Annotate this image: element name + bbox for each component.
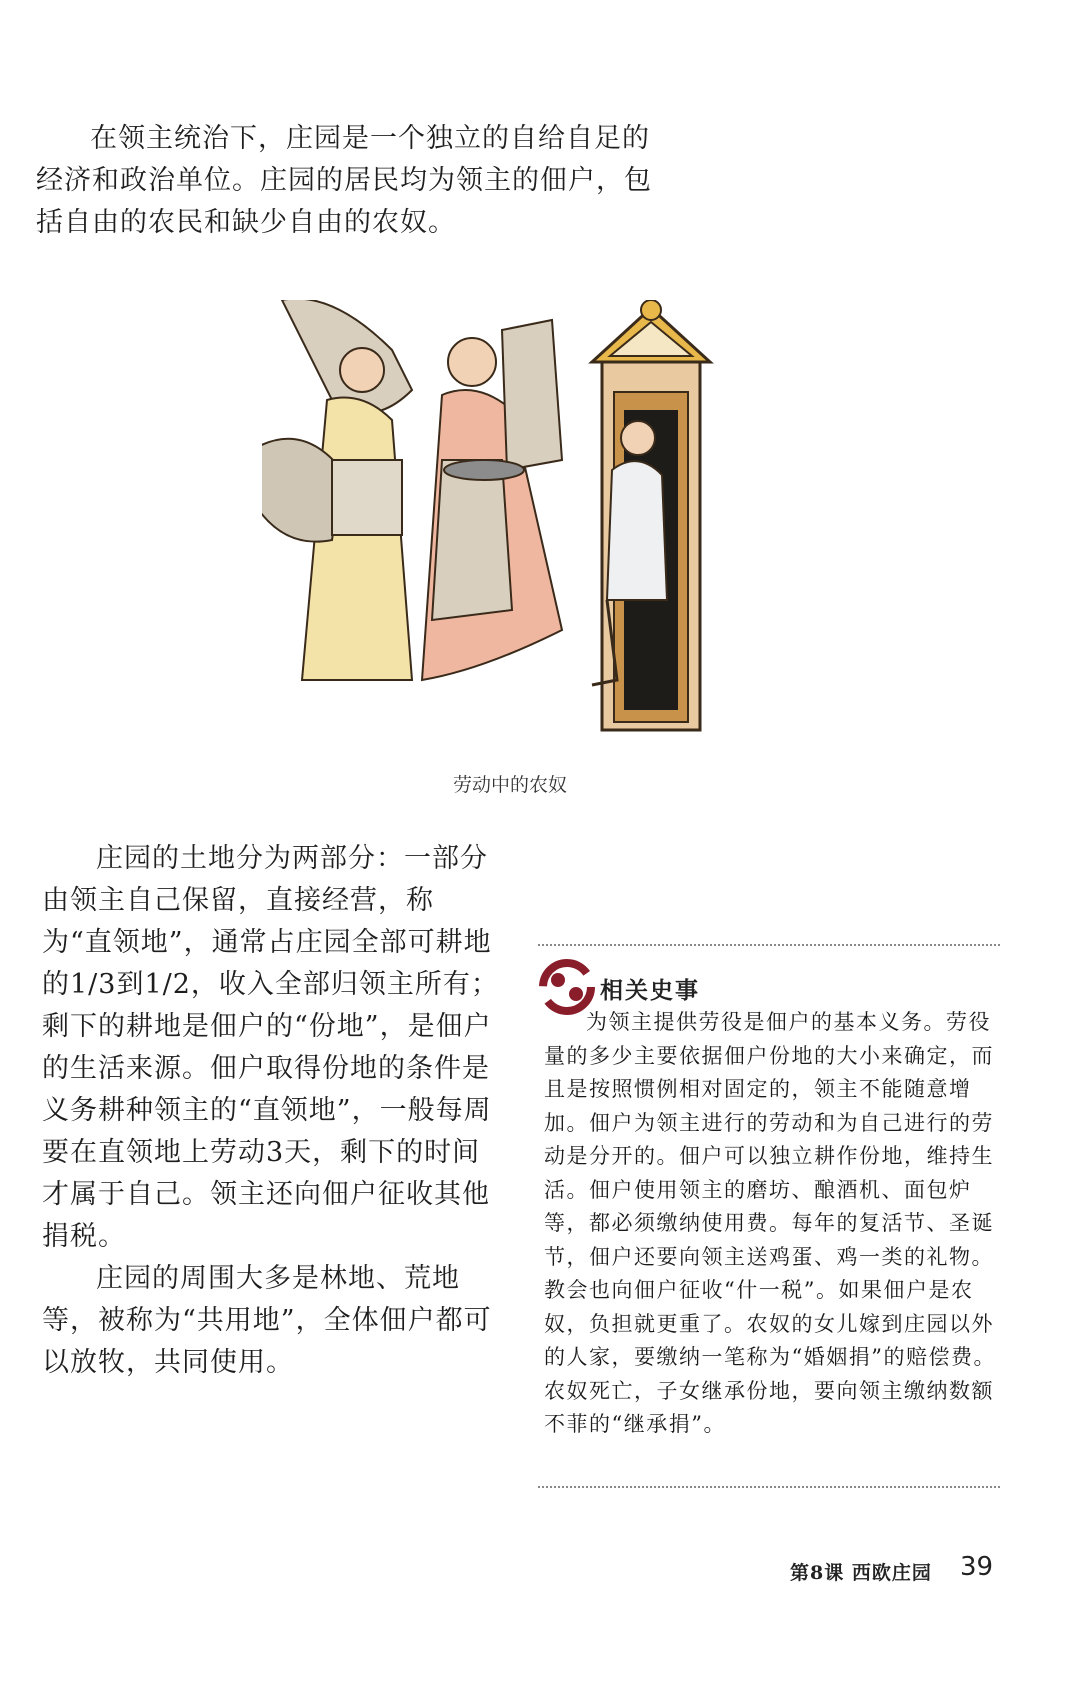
footer-lesson-title: 第8课 西欧庄园 <box>790 1562 932 1584</box>
body-text <box>42 838 502 1384</box>
sidebar-title: 相关史事 <box>600 978 700 1004</box>
intro-paragraph <box>36 118 676 244</box>
body-paragraph-2: 庄园的周围大多是林地、荒地等，被称为“共用地”，全体佃户都可以放牧，共同使用。 <box>42 1263 492 1378</box>
sidebar-text: 为领主提供劳役是佃户的基本义务。劳役量的多少主要依据佃户份地的大小来确定，而且是按照惯例相对固定的，领主不能随意增加。佃户为领主进行的劳动和为自己进行的劳动是分开的。佃户可以独立耕作份地，维持生活。佃户使用领主的磨坊、酿酒机、面包炉等，都必须缴纳使用费。每年的复活节、圣诞节，佃户还要向领主送鸡蛋、鸡一类的礼物。教会也向佃户征收“什一税”。如果佃户是农奴，负担就更重了。农奴的女儿嫁到庄园以外的人家，要缴纳一笔称为“婚姻捐”的赔偿费。农奴死亡，子女继承份地，要向领主缴纳数额不菲的“继承捐”。 <box>544 1010 996 1436</box>
related-history-box <box>538 944 1000 1488</box>
medieval-serfs-illustration-icon <box>262 300 752 740</box>
page-number: 39 <box>960 1552 994 1582</box>
body-paragraph-1: 庄园的土地分为两部分：一部分由领主自己保留，直接经营，称为“直领地”，通常占庄园全部可耕地的1/3到1/2，收入全部归领主所有；剩下的耕地是佃户的“份地”，是佃户的生活来源。佃户取得份地的条件是义务耕种领主的“直领地”，一般每周要在直领地上劳动3天，剩下的时间才属于自己。领主还向佃户征收其他捐税。 <box>42 843 499 1252</box>
intro-text: 在领主统治下，庄园是一个独立的自给自足的经济和政治单位。庄园的居民均为领主的佃户，包括自由的农民和缺少自由的农奴。 <box>36 123 652 238</box>
figure-caption: 劳动中的农奴 <box>452 774 567 796</box>
serfs-illustration <box>262 300 752 740</box>
sidebar-body <box>544 1006 996 1442</box>
